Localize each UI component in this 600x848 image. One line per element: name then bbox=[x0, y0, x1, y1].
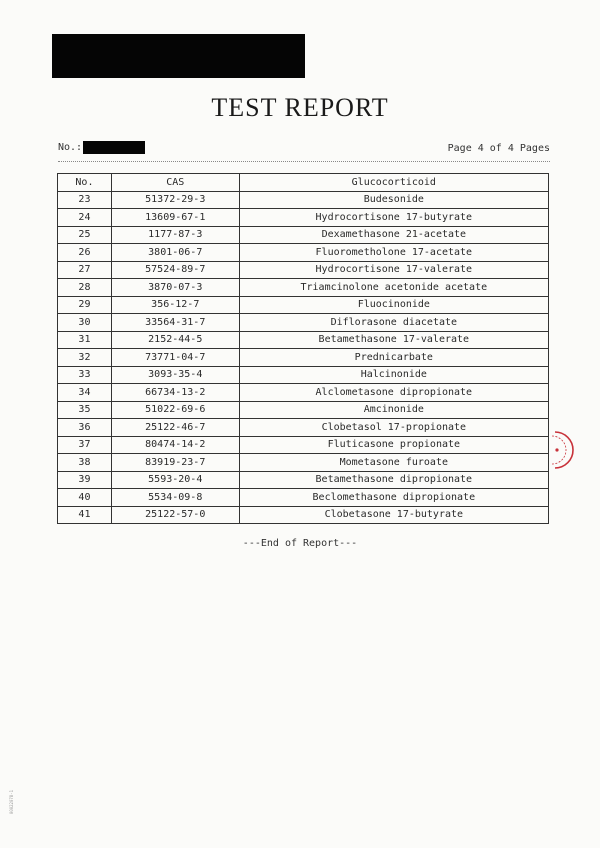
column-header-no: No. bbox=[58, 174, 112, 192]
cell-cas: 83919-23-7 bbox=[111, 454, 239, 472]
cell-no: 40 bbox=[58, 489, 112, 507]
cell-glucocorticoid: Betamethasone dipropionate bbox=[239, 471, 548, 489]
cell-no: 26 bbox=[58, 244, 112, 262]
cell-glucocorticoid: Dexamethasone 21-acetate bbox=[239, 226, 548, 244]
cell-no: 27 bbox=[58, 261, 112, 279]
cell-glucocorticoid: Amcinonide bbox=[239, 401, 548, 419]
cell-cas: 66734-13-2 bbox=[111, 384, 239, 402]
redacted-report-number bbox=[83, 141, 145, 154]
side-margin-mark: 00022078-1 bbox=[9, 790, 14, 815]
cell-glucocorticoid: Betamethasone 17-valerate bbox=[239, 331, 548, 349]
cell-no: 29 bbox=[58, 296, 112, 314]
cell-cas: 57524-89-7 bbox=[111, 261, 239, 279]
cell-cas: 25122-57-0 bbox=[111, 506, 239, 524]
cell-no: 24 bbox=[58, 209, 112, 227]
table-row bbox=[58, 471, 549, 489]
cell-glucocorticoid: Clobetasol 17-propionate bbox=[239, 419, 548, 437]
table-row bbox=[58, 331, 549, 349]
table-row bbox=[58, 209, 549, 227]
cell-cas: 51372-29-3 bbox=[111, 191, 239, 209]
table-row bbox=[58, 296, 549, 314]
table-header-row bbox=[58, 174, 549, 192]
cell-glucocorticoid: Mometasone furoate bbox=[239, 454, 548, 472]
cell-cas: 5534-09-8 bbox=[111, 489, 239, 507]
cell-glucocorticoid: Fluocinonide bbox=[239, 296, 548, 314]
table-row bbox=[58, 279, 549, 297]
cell-cas: 3870-07-3 bbox=[111, 279, 239, 297]
cell-glucocorticoid: Fluticasone propionate bbox=[239, 436, 548, 454]
report-number-label: No.: bbox=[58, 142, 83, 153]
redacted-header-block bbox=[52, 34, 305, 78]
cell-glucocorticoid: Beclomethasone dipropionate bbox=[239, 489, 548, 507]
cell-no: 30 bbox=[58, 314, 112, 332]
column-header-cas: CAS bbox=[111, 174, 239, 192]
table-row bbox=[58, 261, 549, 279]
cell-cas: 51022-69-6 bbox=[111, 401, 239, 419]
cell-no: 33 bbox=[58, 366, 112, 384]
cell-no: 25 bbox=[58, 226, 112, 244]
cell-cas: 80474-14-2 bbox=[111, 436, 239, 454]
cell-glucocorticoid: Triamcinolone acetonide acetate bbox=[239, 279, 548, 297]
cell-cas: 25122-46-7 bbox=[111, 419, 239, 437]
cell-glucocorticoid: Diflorasone diacetate bbox=[239, 314, 548, 332]
table-row bbox=[58, 506, 549, 524]
end-of-report: ---End of Report--- bbox=[242, 538, 358, 549]
report-title: TEST REPORT bbox=[211, 93, 389, 122]
header-divider bbox=[58, 161, 550, 162]
table-body bbox=[58, 191, 549, 524]
cell-glucocorticoid: Fluorometholone 17-acetate bbox=[239, 244, 548, 262]
table-row bbox=[58, 401, 549, 419]
page-indicator: Page 4 of 4 Pages bbox=[447, 143, 550, 154]
table-row bbox=[58, 191, 549, 209]
cell-glucocorticoid: Budesonide bbox=[239, 191, 548, 209]
table-row bbox=[58, 366, 549, 384]
table-row bbox=[58, 419, 549, 437]
cell-cas: 33564-31-7 bbox=[111, 314, 239, 332]
cell-no: 23 bbox=[58, 191, 112, 209]
cell-no: 32 bbox=[58, 349, 112, 367]
seal-stamp bbox=[537, 430, 577, 470]
cell-cas: 13609-67-1 bbox=[111, 209, 239, 227]
cell-glucocorticoid: Hydrocortisone 17-valerate bbox=[239, 261, 548, 279]
table-row bbox=[58, 226, 549, 244]
cell-glucocorticoid: Alclometasone dipropionate bbox=[239, 384, 548, 402]
cell-glucocorticoid: Prednicarbate bbox=[239, 349, 548, 367]
table-row bbox=[58, 314, 549, 332]
cell-cas: 356-12-7 bbox=[111, 296, 239, 314]
table-row bbox=[58, 384, 549, 402]
cell-cas: 3801-06-7 bbox=[111, 244, 239, 262]
cell-cas: 2152-44-5 bbox=[111, 331, 239, 349]
cell-cas: 73771-04-7 bbox=[111, 349, 239, 367]
table-row bbox=[58, 454, 549, 472]
cell-cas: 5593-20-4 bbox=[111, 471, 239, 489]
glucocorticoid-table bbox=[57, 173, 549, 524]
cell-no: 41 bbox=[58, 506, 112, 524]
column-header-glucocorticoid: Glucocorticoid bbox=[239, 174, 548, 192]
cell-no: 28 bbox=[58, 279, 112, 297]
cell-glucocorticoid: Halcinonide bbox=[239, 366, 548, 384]
cell-glucocorticoid: Clobetasone 17-butyrate bbox=[239, 506, 548, 524]
cell-no: 36 bbox=[58, 419, 112, 437]
cell-cas: 1177-87-3 bbox=[111, 226, 239, 244]
cell-glucocorticoid: Hydrocortisone 17-butyrate bbox=[239, 209, 548, 227]
cell-no: 34 bbox=[58, 384, 112, 402]
table-row bbox=[58, 489, 549, 507]
cell-no: 31 bbox=[58, 331, 112, 349]
cell-no: 35 bbox=[58, 401, 112, 419]
cell-no: 39 bbox=[58, 471, 112, 489]
cell-cas: 3093-35-4 bbox=[111, 366, 239, 384]
table-row bbox=[58, 349, 549, 367]
table-row bbox=[58, 244, 549, 262]
cell-no: 38 bbox=[58, 454, 112, 472]
table-row bbox=[58, 436, 549, 454]
cell-no: 37 bbox=[58, 436, 112, 454]
